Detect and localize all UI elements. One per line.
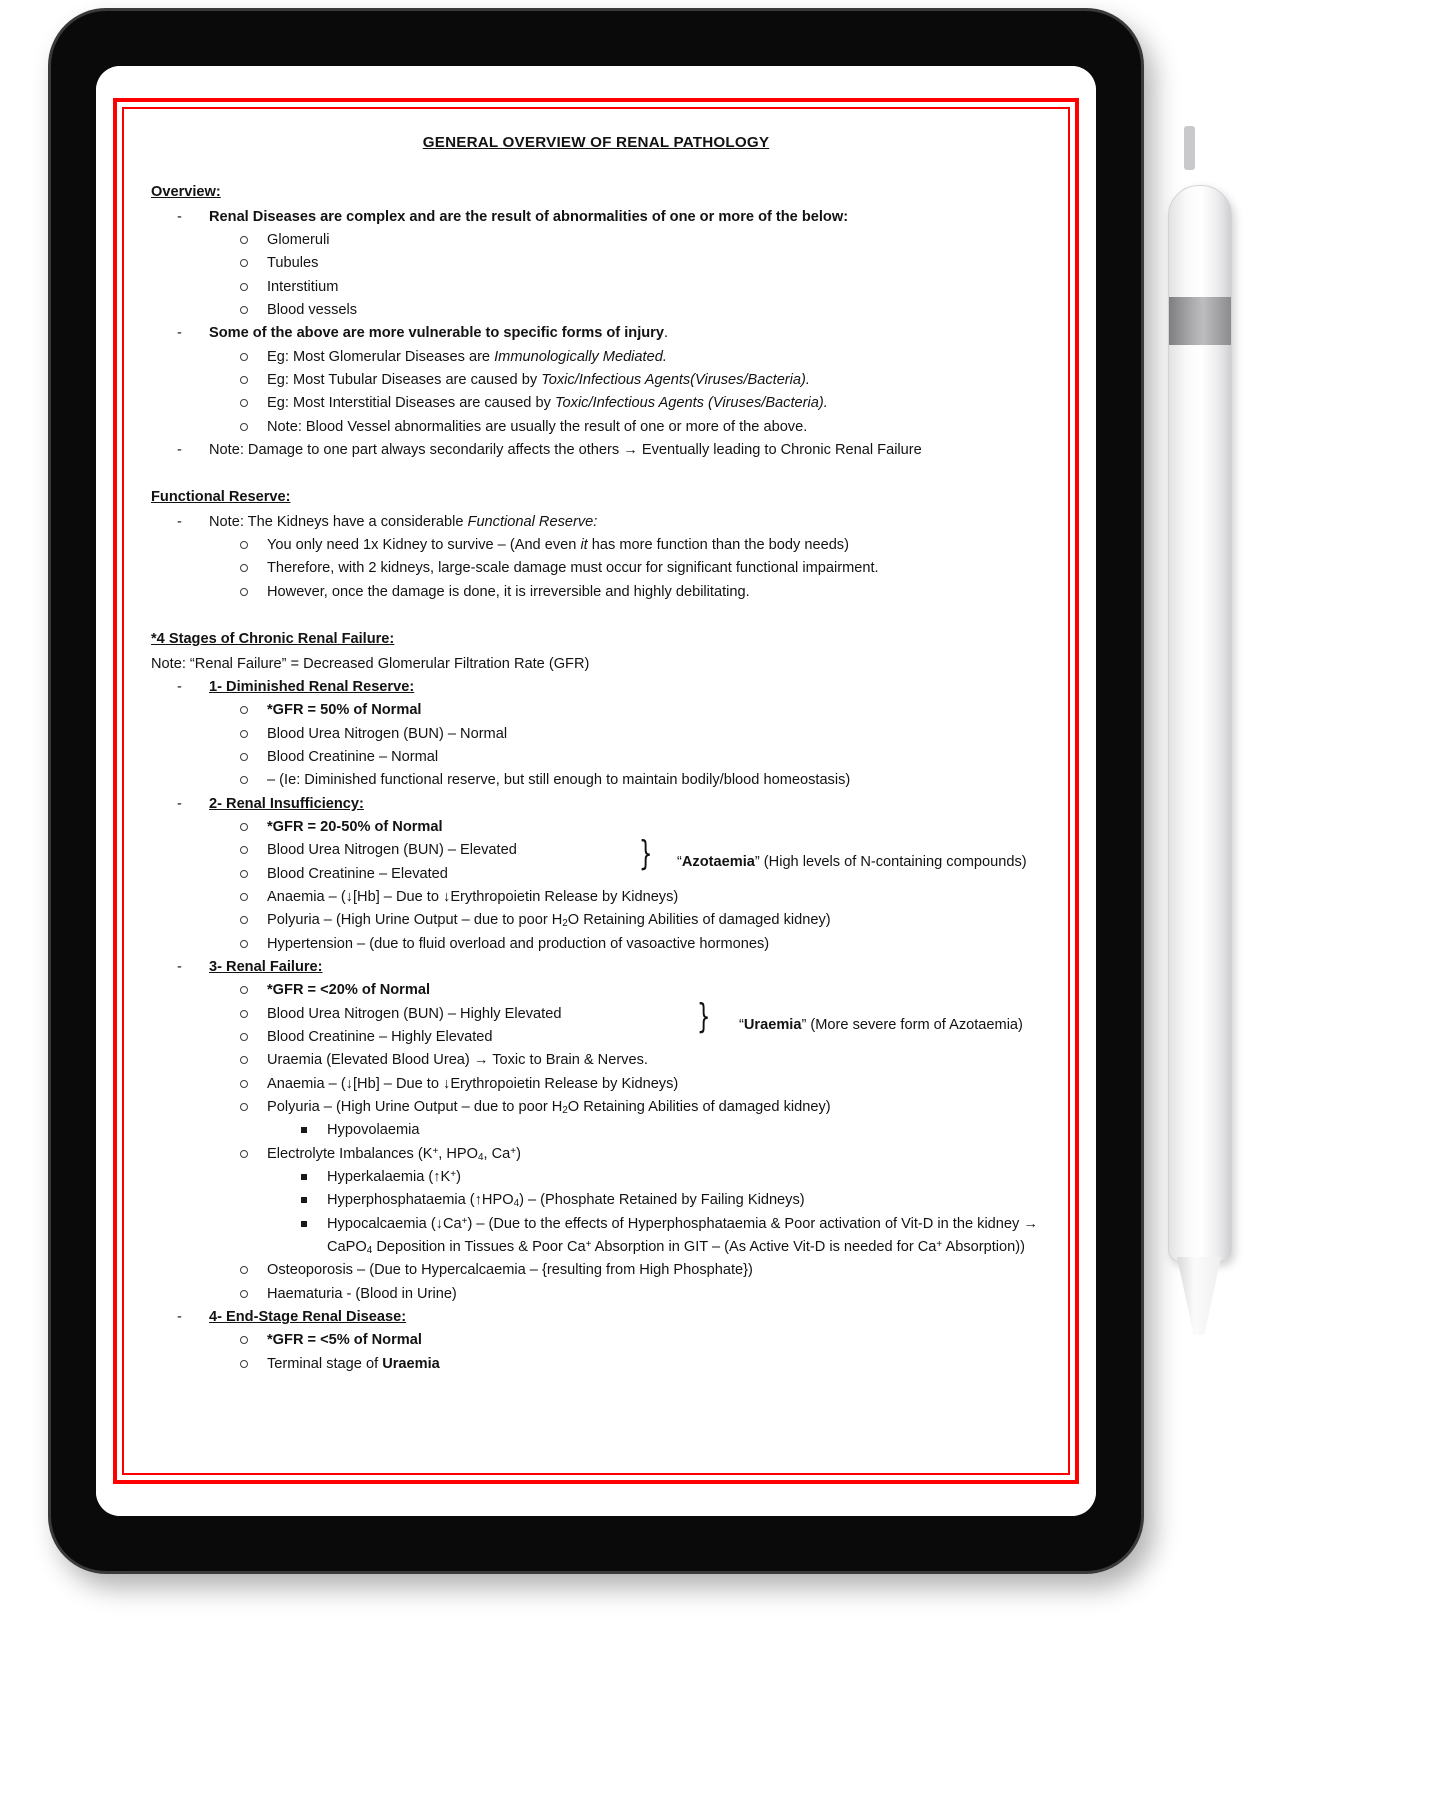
dash-bullet-icon: -	[177, 442, 182, 459]
hypocalcaemia-p4: Absorption in GIT – (As Active Vit-D is needed for Ca	[591, 1239, 937, 1256]
sub-item-italic: it	[580, 537, 588, 554]
list-item	[267, 1166, 1041, 1189]
stage-2-title: 2- Renal Insufficiency:	[209, 795, 364, 812]
stage-3-polyuria-sublist	[267, 1119, 1041, 1142]
circle-bullet-icon	[240, 399, 248, 407]
circle-bullet-icon	[240, 541, 248, 549]
hyperphosphataemia-post: ) – (Phosphate Retained by Failing Kidneys)	[519, 1192, 805, 1209]
sub-four: 4	[513, 1198, 520, 1210]
stage-1-sublist	[209, 699, 1041, 792]
sub-item-prefix: However, once the damage is done, it is irreversible and highly debilitating.	[267, 583, 750, 600]
stage-3-polyuria-pre: Polyuria – (High Urine Output – due to poor H	[267, 1099, 563, 1116]
list-item	[209, 299, 1041, 322]
list-item	[209, 229, 1041, 252]
list-item	[209, 346, 1041, 369]
stage-3-hypovolaemia: Hypovolaemia	[327, 1122, 420, 1139]
sub-item-label: Glomeruli	[267, 232, 330, 248]
stage-1-title: 1- Diminished Renal Reserve:	[209, 678, 415, 695]
circle-bullet-icon	[240, 730, 248, 738]
sub-item-prefix: Eg: Most Tubular Diseases are caused by	[267, 372, 542, 389]
stage-3-bun: Blood Urea Nitrogen (BUN) – Highly Elevated	[267, 1005, 562, 1022]
circle-bullet-icon	[240, 916, 248, 924]
stage-3-sublist	[209, 979, 1041, 1306]
list-item	[209, 886, 1041, 909]
section-spacer	[151, 462, 1041, 486]
stages-note: Note: “Renal Failure” = Decreased Glomerular Filtration Rate (GFR)	[151, 655, 590, 672]
fr-point-italic: Functional Reserve:	[467, 513, 598, 530]
dash-bullet-icon: -	[177, 958, 182, 975]
stage-2-anaemia: Anaemia – (↓[Hb] – Due to ↓Erythropoietin Release by Kidneys)	[267, 888, 679, 905]
circle-bullet-icon	[240, 259, 248, 267]
stage-3-electrolyte-mid: , HPO	[438, 1145, 478, 1162]
sub-four: 4	[478, 1151, 484, 1163]
list-item	[151, 676, 1041, 793]
overview-point-2: Some of the above are more vulnerable to specific forms of injury	[209, 325, 664, 342]
stage-2-hypertension: Hypertension – (due to fluid overload and production of vasoactive hormones)	[267, 935, 770, 952]
list-item	[267, 1213, 1041, 1260]
circle-bullet-icon	[240, 1150, 248, 1158]
dash-bullet-icon: -	[177, 1309, 182, 1326]
list-item	[209, 276, 1041, 299]
stylus-tip	[1177, 1257, 1221, 1335]
list-item	[151, 511, 1041, 604]
circle-bullet-icon	[240, 1103, 248, 1111]
circle-bullet-icon	[240, 706, 248, 714]
section-heading-functional-reserve: Functional Reserve:	[151, 489, 291, 506]
dash-bullet-icon: -	[177, 208, 182, 225]
list-item	[209, 534, 1041, 557]
stage-1-item: – (Ie: Diminished functional reserve, but still enough to maintain bodily/blood homeostasis)	[267, 772, 851, 789]
sub-item-prefix: You only need 1x Kidney to survive – (And even	[267, 537, 581, 554]
dash-bullet-icon: -	[177, 325, 182, 342]
circle-bullet-icon	[240, 564, 248, 572]
page-title: GENERAL OVERVIEW OF RENAL PATHOLOGY	[422, 134, 770, 151]
section-heading-stages: *4 Stages of Chronic Renal Failure:	[151, 631, 395, 648]
circle-bullet-icon	[240, 893, 248, 901]
list-item	[209, 369, 1041, 392]
circle-bullet-icon	[240, 776, 248, 784]
square-bullet-icon	[301, 1174, 307, 1180]
sub-item-italic: Immunologically Mediated.	[494, 348, 667, 365]
circle-bullet-icon	[240, 1080, 248, 1088]
hypocalcaemia-p2: ) – (Due to the effects of Hyperphosphataemia & Poor activation of Vit-D in the kidney → CaPO	[327, 1215, 1038, 1256]
sup-plus: +	[585, 1238, 592, 1250]
square-bullet-icon	[301, 1127, 307, 1133]
stage-1-gfr: *GFR = 50% of Normal	[267, 702, 422, 719]
list-item	[209, 1049, 1041, 1072]
stage-3-electrolyte-sublist	[267, 1166, 1041, 1259]
curly-brace-icon: }	[697, 997, 711, 1037]
stage-2-gfr: *GFR = 20-50% of Normal	[267, 818, 443, 835]
stylus-pen[interactable]	[1168, 185, 1230, 1335]
quote-close: ”	[754, 853, 760, 870]
overview-sublist-1	[209, 229, 1041, 322]
list-item	[209, 816, 1041, 839]
document-page	[96, 66, 1096, 1516]
circle-bullet-icon	[240, 1010, 248, 1018]
list-item	[209, 392, 1041, 415]
circle-bullet-icon	[240, 236, 248, 244]
list-item	[209, 909, 1041, 932]
sub-item-italic: Toxic/Infectious Agents(Viruses/Bacteria).	[541, 372, 810, 389]
list-item	[151, 956, 1041, 1306]
quote-open: “	[677, 853, 682, 870]
tablet-device	[48, 8, 1144, 1574]
circle-bullet-icon	[240, 1033, 248, 1041]
uraemia-label	[739, 1014, 1023, 1037]
overview-point-1: Renal Diseases are complex and are the result of abnormalities of one or more of the below:	[209, 208, 849, 225]
list-item	[209, 1096, 1041, 1143]
circle-bullet-icon	[240, 306, 248, 314]
circle-bullet-icon	[240, 870, 248, 878]
stage-2-sublist	[209, 816, 1041, 956]
circle-bullet-icon	[240, 423, 248, 431]
list-item	[209, 1329, 1041, 1352]
list-item	[209, 1073, 1041, 1096]
stage-4-terminal-bold: Uraemia	[382, 1355, 440, 1372]
list-item	[209, 416, 1041, 439]
circle-bullet-icon	[240, 1290, 248, 1298]
sub-item-prefix: Eg: Most Interstitial Diseases are caused by	[267, 395, 555, 412]
sub-item-label: Interstitium	[267, 278, 339, 295]
page-border-outer	[113, 98, 1079, 1484]
sub-item-prefix: Note: Blood Vessel abnormalities are usually the result of one or more of the above.	[267, 418, 808, 435]
stylus-grip-band	[1168, 297, 1232, 345]
hyperkalaemia-pre: Hyperkalaemia (↑K	[327, 1169, 451, 1186]
list-item	[209, 699, 1041, 722]
hypocalcaemia-pre: Hypocalcaemia (↓Ca	[327, 1215, 462, 1232]
stage-3-anaemia: Anaemia – (↓[Hb] – Due to ↓Erythropoietin Release by Kidneys)	[267, 1075, 679, 1092]
functional-reserve-sublist	[209, 534, 1041, 604]
circle-bullet-icon	[240, 986, 248, 994]
list-item	[209, 746, 1041, 769]
list-item	[209, 1353, 1041, 1376]
list-item	[209, 1283, 1041, 1306]
stage-3-electrolyte-mid2: , Ca	[483, 1145, 511, 1162]
overview-list	[151, 206, 1041, 463]
sub-item-label: Blood vessels	[267, 302, 358, 319]
stage-4-sublist	[209, 1329, 1041, 1376]
hyperkalaemia-post: )	[456, 1169, 461, 1186]
section-heading-overview: Overview:	[151, 184, 221, 201]
sub-item-prefix: Eg: Most Glomerular Diseases are	[267, 348, 495, 365]
sub-item-prefix: Therefore, with 2 kidneys, large-scale damage must occur for significant functional impairment.	[267, 560, 879, 577]
square-bullet-icon	[301, 1197, 307, 1203]
stage-3-electrolyte-pre: Electrolyte Imbalances (K	[267, 1145, 433, 1162]
stage-3-haematuria: Haematuria - (Blood in Urine)	[267, 1285, 457, 1302]
circle-bullet-icon	[240, 376, 248, 384]
stage-3-title: 3- Renal Failure:	[209, 958, 323, 975]
hyperphosphataemia-pre: Hyperphosphataemia (↑HPO	[327, 1192, 514, 1209]
curly-brace-icon: }	[639, 833, 653, 874]
overview-point-3: Note: Damage to one part always secondarily affects the others → Eventually leading to Chronic Renal Failure	[209, 442, 922, 459]
stages-list	[151, 676, 1041, 1376]
hypocalcaemia-p3: Deposition in Tissues & Poor Ca	[372, 1239, 586, 1256]
list-item	[209, 1143, 1041, 1260]
sub-item-italic: Toxic/Infectious Agents (Viruses/Bacteria).	[554, 395, 828, 412]
list-item	[267, 1189, 1041, 1212]
square-bullet-icon	[301, 1221, 307, 1227]
azotaemia-desc: (High levels of N-containing compounds)	[759, 853, 1027, 870]
circle-bullet-icon	[240, 1336, 248, 1344]
stage-3-gfr: *GFR = <20% of Normal	[267, 982, 431, 999]
list-item	[151, 793, 1041, 956]
circle-bullet-icon	[240, 940, 248, 948]
list-item	[209, 769, 1041, 792]
document-content	[129, 114, 1063, 1468]
dash-bullet-icon: -	[177, 678, 182, 695]
stage-3-creatinine: Blood Creatinine – Highly Elevated	[267, 1029, 493, 1045]
dash-bullet-icon: -	[177, 513, 182, 530]
sub-four: 4	[366, 1245, 373, 1257]
dash-bullet-icon: -	[177, 795, 182, 812]
sub-item-postfix: has more function than the body needs)	[587, 537, 849, 554]
volume-up-button[interactable]	[1184, 126, 1195, 170]
list-item	[151, 1306, 1041, 1376]
section-spacer	[151, 604, 1041, 628]
stage-3-uraemia-toxic: Uraemia (Elevated Blood Urea) → Toxic to Brain & Nerves.	[267, 1052, 648, 1069]
list-item	[151, 206, 1041, 323]
hypocalcaemia-p5: Absorption))	[942, 1239, 1025, 1256]
quote-close: ”	[801, 1017, 807, 1033]
overview-sublist-2	[209, 346, 1041, 439]
functional-reserve-list	[151, 511, 1041, 604]
circle-bullet-icon	[240, 753, 248, 761]
azotaemia-term: Azotaemia	[681, 853, 755, 870]
stage-2-creatinine: Blood Creatinine – Elevated	[267, 865, 448, 882]
sup-plus: +	[450, 1168, 457, 1180]
stage-2-polyuria-post: O Retaining Abilities of damaged kidney)	[567, 912, 831, 929]
stage-4-title: 4- End-Stage Renal Disease:	[209, 1309, 407, 1326]
overview-point-2-period: .	[663, 325, 669, 342]
quote-open: “	[739, 1017, 744, 1033]
stage-1-item: Blood Creatinine – Normal	[267, 748, 439, 765]
stage-3-electrolyte-post: )	[516, 1145, 521, 1162]
stage-4-gfr: *GFR = <5% of Normal	[267, 1332, 422, 1349]
sup-plus: +	[432, 1145, 439, 1157]
stylus-body	[1168, 185, 1232, 1262]
list-item	[151, 322, 1041, 439]
list-item	[209, 933, 1041, 956]
sup-plus: +	[461, 1215, 468, 1227]
stage-2-polyuria-pre: Polyuria – (High Urine Output – due to poor H	[267, 912, 563, 929]
list-item	[267, 1119, 1041, 1142]
list-item	[209, 557, 1041, 580]
circle-bullet-icon	[240, 588, 248, 596]
fr-point-prefix: Note: The Kidneys have a considerable	[209, 513, 468, 530]
circle-bullet-icon	[240, 283, 248, 291]
list-item	[209, 252, 1041, 275]
uraemia-term: Uraemia	[743, 1017, 802, 1033]
uraemia-desc: (More severe form of Azotaemia)	[806, 1017, 1023, 1033]
stage-3-polyuria-sub: 2	[562, 1105, 568, 1117]
sub-item-label: Tubules	[267, 255, 319, 272]
list-item	[151, 439, 1041, 462]
stage-4-terminal-pre: Terminal stage of	[267, 1355, 383, 1372]
list-item	[209, 1259, 1041, 1282]
circle-bullet-icon	[240, 1360, 248, 1368]
list-item	[209, 581, 1041, 604]
sup-plus: +	[936, 1238, 943, 1250]
circle-bullet-icon	[240, 846, 248, 854]
stage-2-polyuria-sub: 2	[562, 918, 568, 930]
list-item	[209, 723, 1041, 746]
stage-2-bun: Blood Urea Nitrogen (BUN) – Elevated	[267, 842, 517, 859]
azotaemia-label	[677, 851, 1027, 874]
stage-1-item: Blood Urea Nitrogen (BUN) – Normal	[267, 725, 508, 742]
sup-plus: +	[510, 1145, 517, 1157]
list-item	[209, 979, 1041, 1002]
circle-bullet-icon	[240, 353, 248, 361]
stage-3-polyuria-post: O Retaining Abilities of damaged kidney)	[567, 1099, 831, 1116]
circle-bullet-icon	[240, 1266, 248, 1274]
stage-3-osteoporosis: Osteoporosis – (Due to Hypercalcaemia – {resulting from High Phosphate})	[267, 1262, 753, 1279]
circle-bullet-icon	[240, 823, 248, 831]
tablet-screen[interactable]	[96, 66, 1096, 1516]
circle-bullet-icon	[240, 1056, 248, 1064]
